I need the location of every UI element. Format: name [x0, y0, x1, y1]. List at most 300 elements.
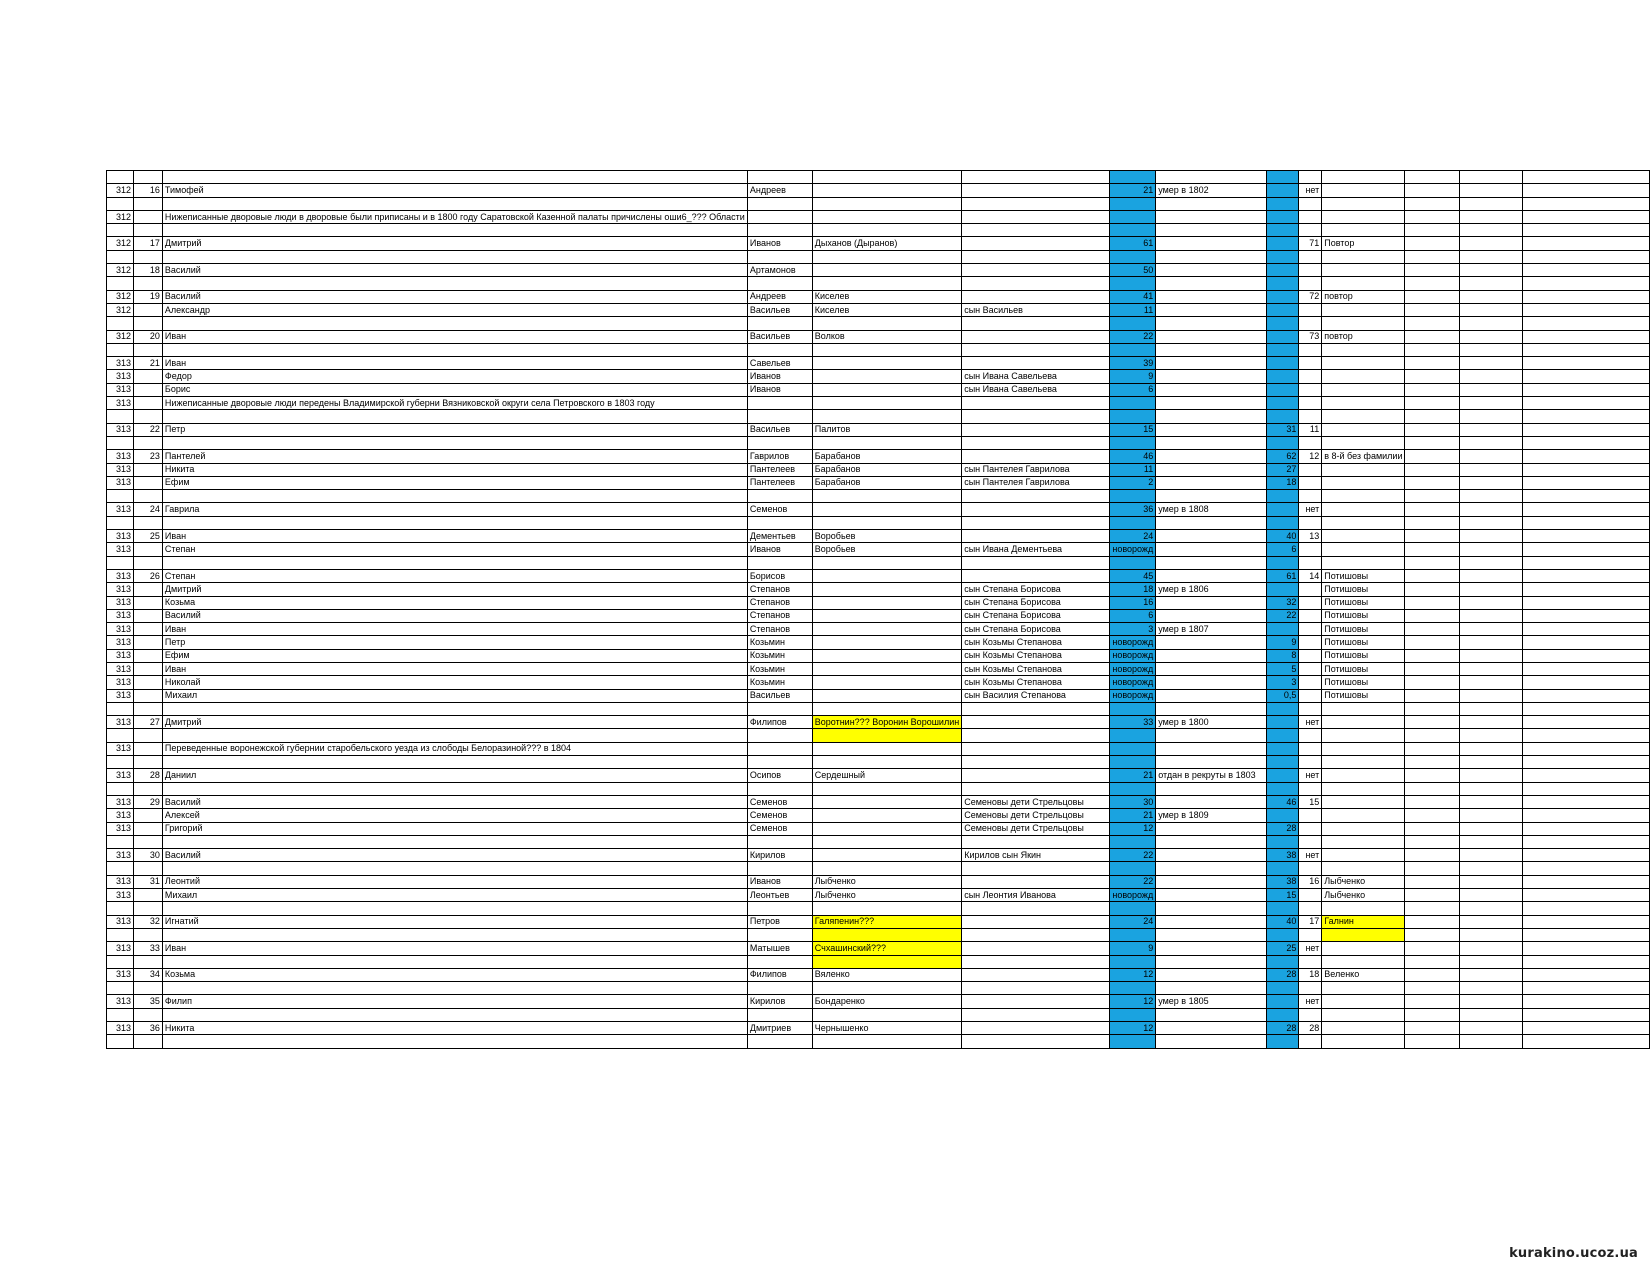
table-cell [162, 862, 747, 875]
table-cell [133, 662, 162, 675]
table-cell [1523, 264, 1650, 277]
table-cell [1460, 889, 1523, 902]
table-cell: 23 [133, 450, 162, 463]
table-cell: 11 [1110, 303, 1156, 316]
table-cell [1460, 556, 1523, 569]
table-cell [1266, 835, 1299, 848]
table-cell [1110, 250, 1156, 263]
table-cell [1523, 317, 1650, 330]
table-cell [1322, 742, 1405, 755]
table-cell [1156, 357, 1267, 370]
table-cell [1266, 702, 1299, 715]
table-cell: нет [1299, 716, 1322, 729]
table-cell [1405, 516, 1460, 529]
table-cell [1460, 875, 1523, 888]
table-cell [1110, 702, 1156, 715]
table-row [107, 343, 1650, 356]
table-row [107, 742, 1650, 755]
table-cell [133, 197, 162, 210]
table-cell: Счхашинский??? [812, 942, 961, 955]
table-cell [1523, 383, 1650, 396]
table-cell: 30 [133, 849, 162, 862]
table-cell [1156, 889, 1267, 902]
table-cell: 313 [107, 915, 134, 928]
table-cell: Петров [747, 915, 812, 928]
table-cell [133, 982, 162, 995]
table-cell [1299, 250, 1322, 263]
table-cell [1299, 197, 1322, 210]
table-cell [1322, 1035, 1405, 1048]
table-cell: 22 [133, 423, 162, 436]
table-cell [1523, 357, 1650, 370]
table-cell [1322, 250, 1405, 263]
table-row [107, 370, 1650, 383]
table-cell [1299, 277, 1322, 290]
table-cell [1299, 689, 1322, 702]
table-cell [812, 397, 961, 410]
table-cell [962, 702, 1110, 715]
table-cell [812, 383, 961, 396]
table-cell [747, 317, 812, 330]
table-cell: 39 [1110, 357, 1156, 370]
table-cell [1523, 809, 1650, 822]
table-cell [133, 742, 162, 755]
table-cell [812, 955, 961, 968]
table-cell [1299, 1008, 1322, 1021]
table-cell [962, 290, 1110, 303]
table-cell [1322, 716, 1405, 729]
table-cell: Козьма [162, 968, 747, 981]
table-cell [1523, 397, 1650, 410]
table-cell: Андреев [747, 290, 812, 303]
table-cell [1299, 264, 1322, 277]
table-cell [1156, 410, 1267, 423]
table-cell [1266, 397, 1299, 410]
table-cell: 28 [133, 769, 162, 782]
table-cell [1110, 516, 1156, 529]
table-cell [1156, 1022, 1267, 1035]
table-cell [1405, 636, 1460, 649]
table-cell: Никита [162, 1022, 747, 1035]
table-cell [1266, 264, 1299, 277]
table-cell: Дыханов (Дыранов) [812, 237, 961, 250]
table-cell [1299, 476, 1322, 489]
table-cell: 38 [1266, 875, 1299, 888]
table-cell [1110, 397, 1156, 410]
table-cell [1405, 583, 1460, 596]
table-cell [1523, 237, 1650, 250]
table-cell: 18 [133, 264, 162, 277]
table-cell [1266, 277, 1299, 290]
table-cell [1156, 662, 1267, 675]
table-cell: 313 [107, 995, 134, 1008]
table-cell [747, 516, 812, 529]
table-cell: сын Леонтия Иванова [962, 889, 1110, 902]
table-cell [1405, 197, 1460, 210]
table-cell [1405, 822, 1460, 835]
table-cell: Иванов [747, 875, 812, 888]
table-cell [1523, 556, 1650, 569]
table-cell [1266, 982, 1299, 995]
table-cell [962, 942, 1110, 955]
table-cell [1266, 343, 1299, 356]
table-cell: 313 [107, 676, 134, 689]
table-cell: Семеновы дети Стрельцовы [962, 822, 1110, 835]
table-cell [162, 556, 747, 569]
table-cell [1460, 742, 1523, 755]
table-cell [133, 277, 162, 290]
table-row [107, 556, 1650, 569]
table-cell [1266, 250, 1299, 263]
table-row [107, 503, 1650, 516]
table-cell [1322, 835, 1405, 848]
table-cell: нет [1299, 995, 1322, 1008]
table-cell [1460, 224, 1523, 237]
table-cell [1299, 649, 1322, 662]
table-cell [962, 862, 1110, 875]
table-cell: умер в 1807 [1156, 623, 1267, 636]
table-cell [1523, 968, 1650, 981]
table-cell [1110, 756, 1156, 769]
table-cell [1523, 184, 1650, 197]
table-cell [1460, 982, 1523, 995]
table-cell: 313 [107, 809, 134, 822]
table-cell [1266, 1035, 1299, 1048]
table-cell [1156, 609, 1267, 622]
table-cell [812, 556, 961, 569]
table-cell: 313 [107, 609, 134, 622]
table-cell: Савельев [747, 357, 812, 370]
table-cell [1405, 928, 1460, 941]
table-cell [1156, 942, 1267, 955]
table-cell [133, 171, 162, 184]
table-row [107, 224, 1650, 237]
table-cell [162, 171, 747, 184]
table-cell [747, 902, 812, 915]
table-cell: Потишовы [1322, 596, 1405, 609]
table-cell: Кирилов [747, 849, 812, 862]
table-cell: новорожд [1110, 689, 1156, 702]
table-cell: Степанов [747, 623, 812, 636]
table-cell [133, 835, 162, 848]
table-cell [1460, 410, 1523, 423]
table-row [107, 250, 1650, 263]
table-cell [1299, 623, 1322, 636]
table-cell [1523, 450, 1650, 463]
table-cell: новорожд [1110, 649, 1156, 662]
table-cell [1156, 928, 1267, 941]
table-cell [1460, 171, 1523, 184]
table-cell [812, 662, 961, 675]
table-cell [1299, 357, 1322, 370]
table-cell [1156, 237, 1267, 250]
table-cell: Степан [162, 569, 747, 582]
table-cell [812, 370, 961, 383]
table-cell [1156, 676, 1267, 689]
table-cell [1266, 197, 1299, 210]
table-cell [962, 995, 1110, 1008]
table-cell [812, 503, 961, 516]
table-cell [133, 343, 162, 356]
table-cell [1110, 742, 1156, 755]
table-cell: 24 [133, 503, 162, 516]
table-cell: Козьмин [747, 662, 812, 675]
table-cell [133, 822, 162, 835]
table-cell: 3 [1266, 676, 1299, 689]
table-row [107, 716, 1650, 729]
table-cell [1405, 463, 1460, 476]
table-cell: Васильев [747, 330, 812, 343]
table-cell: 33 [133, 942, 162, 955]
table-cell [133, 383, 162, 396]
table-cell: 313 [107, 583, 134, 596]
table-cell [812, 862, 961, 875]
table-cell: 313 [107, 450, 134, 463]
table-cell [962, 410, 1110, 423]
table-cell [1405, 902, 1460, 915]
table-row [107, 317, 1650, 330]
table-cell: Пантелеев [747, 476, 812, 489]
table-cell [1405, 210, 1460, 223]
table-cell [1460, 769, 1523, 782]
table-cell [1156, 330, 1267, 343]
table-cell: Потишовы [1322, 636, 1405, 649]
table-cell: 313 [107, 968, 134, 981]
table-cell: 6 [1266, 543, 1299, 556]
table-cell [1110, 955, 1156, 968]
table-cell [1523, 343, 1650, 356]
table-cell: Веленко [1322, 968, 1405, 981]
table-cell [1322, 862, 1405, 875]
table-cell: Андреев [747, 184, 812, 197]
table-cell [107, 756, 134, 769]
table-cell [1156, 649, 1267, 662]
table-cell [747, 835, 812, 848]
table-cell: Васильев [747, 303, 812, 316]
table-row [107, 995, 1650, 1008]
table-cell [1156, 224, 1267, 237]
table-cell: умер в 1800 [1156, 716, 1267, 729]
table-cell [1299, 436, 1322, 449]
table-cell [1322, 942, 1405, 955]
table-cell: 313 [107, 543, 134, 556]
table-cell [1460, 397, 1523, 410]
table-row [107, 596, 1650, 609]
table-cell [162, 1035, 747, 1048]
table-cell [812, 490, 961, 503]
table-cell: умер в 1802 [1156, 184, 1267, 197]
table-cell [1156, 476, 1267, 489]
table-cell [962, 277, 1110, 290]
table-cell [962, 1022, 1110, 1035]
table-cell [1460, 184, 1523, 197]
table-cell: 11 [1299, 423, 1322, 436]
table-cell [1322, 995, 1405, 1008]
table-cell: 71 [1299, 237, 1322, 250]
table-cell [133, 583, 162, 596]
table-cell [1460, 250, 1523, 263]
table-cell: Лыбченко [1322, 875, 1405, 888]
table-row [107, 357, 1650, 370]
table-cell [162, 1008, 747, 1021]
table-cell [962, 968, 1110, 981]
table-cell [1322, 756, 1405, 769]
table-cell [1322, 197, 1405, 210]
table-cell [962, 1008, 1110, 1021]
table-cell [1460, 756, 1523, 769]
table-cell [1460, 476, 1523, 489]
table-cell: Барабанов [812, 476, 961, 489]
table-cell: Леонтьев [747, 889, 812, 902]
table-cell: 40 [1266, 915, 1299, 928]
table-cell: Галнин [1322, 915, 1405, 928]
table-cell [1322, 476, 1405, 489]
table-cell [1460, 689, 1523, 702]
table-cell: 16 [1299, 875, 1322, 888]
table-cell [962, 1035, 1110, 1048]
table-cell: 18 [1266, 476, 1299, 489]
table-cell: Семенов [747, 809, 812, 822]
table-cell [1460, 822, 1523, 835]
table-cell: 313 [107, 357, 134, 370]
table-cell [1405, 889, 1460, 902]
table-cell [1156, 902, 1267, 915]
table-cell: Пантелей [162, 450, 747, 463]
table-cell [1460, 277, 1523, 290]
table-cell: Гаврила [162, 503, 747, 516]
table-row [107, 569, 1650, 582]
table-cell: 27 [133, 716, 162, 729]
table-cell [1405, 224, 1460, 237]
table-cell [107, 556, 134, 569]
table-cell [1299, 343, 1322, 356]
table-cell [1322, 809, 1405, 822]
table-cell: Семенов [747, 795, 812, 808]
table-cell [107, 782, 134, 795]
table-cell: Василий [162, 264, 747, 277]
table-cell [1266, 317, 1299, 330]
table-cell [747, 224, 812, 237]
table-cell [1405, 264, 1460, 277]
table-cell [1266, 503, 1299, 516]
table-cell [107, 224, 134, 237]
table-cell: 313 [107, 822, 134, 835]
table-row [107, 889, 1650, 902]
table-cell [812, 317, 961, 330]
table-cell [747, 410, 812, 423]
table-cell [1322, 782, 1405, 795]
table-cell: 313 [107, 569, 134, 582]
table-cell [1156, 849, 1267, 862]
table-cell [1299, 902, 1322, 915]
table-cell [812, 224, 961, 237]
table-row [107, 583, 1650, 596]
table-cell [1460, 197, 1523, 210]
table-cell [1299, 410, 1322, 423]
table-cell: сын Степана Борисова [962, 623, 1110, 636]
table-cell [812, 343, 961, 356]
table-cell [1460, 436, 1523, 449]
table-cell [1322, 264, 1405, 277]
table-cell: 0,5 [1266, 689, 1299, 702]
table-cell [1266, 556, 1299, 569]
table-cell [962, 224, 1110, 237]
table-cell: 313 [107, 689, 134, 702]
table-cell [1523, 463, 1650, 476]
table-cell: умер в 1805 [1156, 995, 1267, 1008]
table-row [107, 795, 1650, 808]
table-cell: новорожд [1110, 636, 1156, 649]
table-row [107, 423, 1650, 436]
table-cell [1322, 397, 1405, 410]
table-cell [1156, 317, 1267, 330]
table-row [107, 463, 1650, 476]
table-cell [1110, 902, 1156, 915]
table-cell: Иван [162, 942, 747, 955]
table-cell [1322, 503, 1405, 516]
table-cell [1523, 423, 1650, 436]
table-cell [812, 835, 961, 848]
table-cell [1460, 716, 1523, 729]
table-row [107, 822, 1650, 835]
table-cell [962, 343, 1110, 356]
table-cell [812, 928, 961, 941]
table-cell [133, 1035, 162, 1048]
table-cell [1523, 849, 1650, 862]
table-cell: 313 [107, 530, 134, 543]
table-cell [1299, 756, 1322, 769]
table-cell [812, 849, 961, 862]
table-cell [1405, 423, 1460, 436]
table-row [107, 769, 1650, 782]
table-row [107, 782, 1650, 795]
table-cell [1460, 636, 1523, 649]
table-cell [1156, 450, 1267, 463]
table-cell [107, 862, 134, 875]
table-cell [107, 490, 134, 503]
table-cell [1460, 968, 1523, 981]
table-cell [812, 357, 961, 370]
table-cell: Переведенные воронежской губернии старобельского уезда из слободы Белоразиной??? в 1804 [162, 742, 747, 755]
table-cell: 17 [133, 237, 162, 250]
table-cell: 313 [107, 889, 134, 902]
table-cell: 46 [1110, 450, 1156, 463]
table-cell [812, 676, 961, 689]
table-cell [962, 250, 1110, 263]
table-cell [1405, 290, 1460, 303]
table-cell: Никита [162, 463, 747, 476]
table-cell [1405, 1008, 1460, 1021]
table-cell [107, 171, 134, 184]
table-cell [162, 955, 747, 968]
table-cell: Осипов [747, 769, 812, 782]
table-cell [1523, 224, 1650, 237]
table-cell [1299, 982, 1322, 995]
table-cell [1405, 370, 1460, 383]
table-cell: 9 [1110, 942, 1156, 955]
table-cell: сын Пантелея Гаврилова [962, 476, 1110, 489]
table-row [107, 1008, 1650, 1021]
table-cell [812, 623, 961, 636]
table-cell [1523, 250, 1650, 263]
table-cell [1322, 410, 1405, 423]
table-cell [1299, 556, 1322, 569]
table-cell [1460, 290, 1523, 303]
table-cell [1110, 1035, 1156, 1048]
table-cell: 61 [1110, 237, 1156, 250]
table-cell [1156, 463, 1267, 476]
table-cell: Семенов [747, 503, 812, 516]
